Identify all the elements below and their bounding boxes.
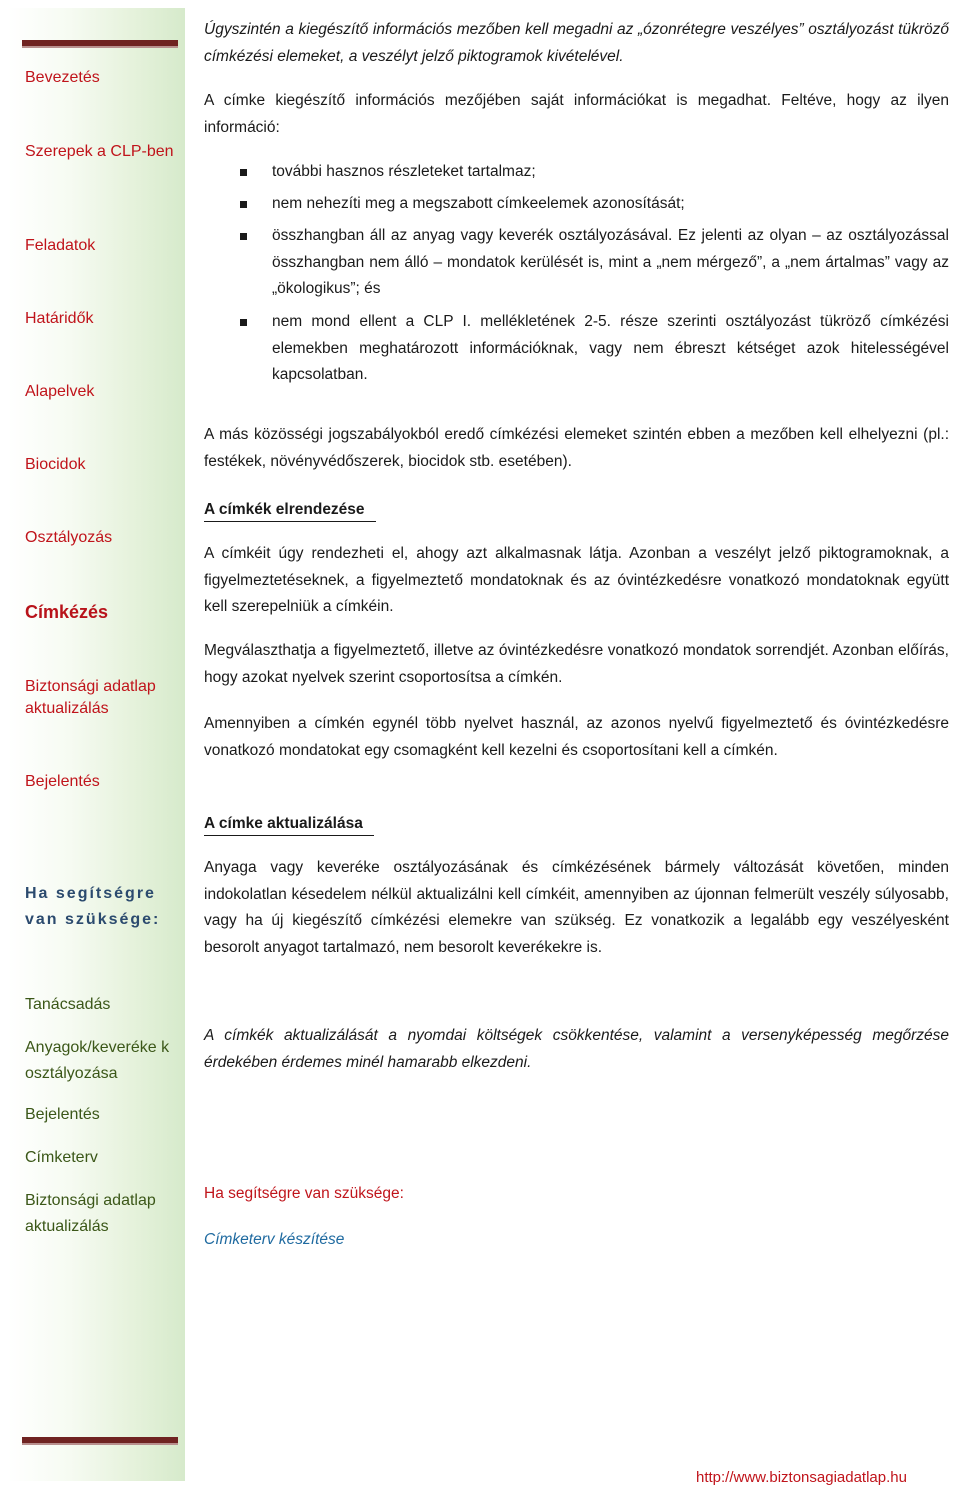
list-item-text: további hasznos részleteket tartalmaz; (272, 163, 536, 180)
help-text: Ha segítségre van szüksége: (204, 1185, 404, 1202)
help-osztalyozas[interactable]: Anyagok/keveréke k osztályozása (25, 1039, 170, 1082)
bullet-icon (240, 319, 247, 326)
paragraph-community-rules: A más közösségi jogszabályokból eredő címkézési elemeket szintén ebben a mezőben kell elhelyezni (pl.: festékek, növényvédőszerek, biocidok stb. esetében). (204, 426, 949, 470)
sidebar-bottom-divider (22, 1437, 178, 1445)
list-item-text: nem mond ellent a CLP I. mellékletének 2-5. része szerinti osztályozást tükröző címkézési elemekben meghatározott információknak, vagy nem ébreszt kétséget azok hitelességével kapcsolatban. (272, 313, 949, 383)
heading-underline (204, 835, 374, 836)
label-design-link[interactable]: Címketerv készítése (204, 1231, 345, 1248)
help-bejelentes[interactable]: Bejelentés (25, 1106, 100, 1123)
heading-layout: A címkék elrendezése (204, 501, 365, 518)
sidebar-top-divider (22, 40, 178, 48)
nav-bevezetes[interactable]: Bevezetés (25, 69, 100, 86)
help-biztonsagi-adatlap[interactable]: Biztonsági adatlap aktualizálás (25, 1192, 156, 1235)
nav-alapelvek[interactable]: Alapelvek (25, 383, 95, 400)
nav-bejelentes[interactable]: Bejelentés (25, 773, 100, 790)
help-tanacsadas[interactable]: Tanácsadás (25, 996, 111, 1013)
list-item-text: nem nehezíti meg a megszabott címkeelemek azonosítását; (272, 195, 685, 212)
heading-underline (204, 521, 376, 522)
paragraph-ozone: Úgyszintén a kiegészítő információs mezőben kell megadni az „ózonrétegre veszélyes” osztályozást tükröző címkézési elemeket, a veszélyt jelző piktogramok kivételével. (204, 21, 949, 65)
nav-szerepek[interactable]: Szerepek a CLP-ben (25, 143, 174, 160)
bullet-icon (240, 169, 247, 176)
paragraph-update: Anyaga vagy keveréke osztályozásának és címkézésének bármely változását követően, minden indokolatlan késedelem nélkül aktualizálni kell címkéit, amennyiben az újonnan felmerült veszély súlyosabb, vagy ha új kiegészítő címkézési elemekre van szükség. Ez vonatkozik a legalább egy veszélyesként besorolt anyagot tartalmazó, nem besorolt keverékekre is. (204, 859, 949, 956)
sidebar (8, 8, 185, 1481)
help-heading: Ha segítségre van szüksége: (25, 885, 161, 928)
nav-cimkezes-active[interactable]: Címkézés (25, 602, 109, 622)
list-item-text: összhangban áll az anyag vagy keverék osztályozásával. Ez jelenti az olyan – az osztályozással összhangban nem álló – mondatok kerülését is, mint a „nem mérgező”, a „nem ártalmas” vagy az „ökologikus”; és (272, 227, 949, 297)
help-cimketerv[interactable]: Címketerv (25, 1149, 98, 1166)
heading-update: A címke aktualizálása (204, 815, 363, 832)
nav-osztalyozas[interactable]: Osztályozás (25, 529, 113, 546)
nav-biocidok[interactable]: Biocidok (25, 456, 86, 473)
paragraph-arrangement: A címkéit úgy rendezheti el, ahogy azt alkalmasnak látja. Azonban a veszélyt jelző piktogramoknak, a figyelmeztetéseknek, a figyelmeztető mondatoknak és az óvintézkedésre vonatkozó mondatoknak együtt kell szerepelniük a címkéin. (204, 545, 949, 615)
paragraph-languages: Amennyiben a címkén egynél több nyelvet használ, az azonos nyelvű figyelmeztető és óvintézkedésre vonatkozó mondatokat egy csomagként kell kezelni és csoportosítani kell a címkén. (204, 715, 949, 759)
nav-feladatok[interactable]: Feladatok (25, 237, 96, 254)
nav-biztonsagi-adatlap[interactable]: Biztonsági adatlap aktualizálás (25, 678, 156, 717)
paragraph-order: Megválaszthatja a figyelmeztető, illetve az óvintézkedésre vonatkozó mondatok sorrendjét. Azonban előírás, hogy azokat nyelvek szerint csoportosítsa a címkén. (204, 642, 949, 686)
bullet-icon (240, 201, 247, 208)
footer-website-link[interactable]: http://www.biztonsagiadatlap.hu (696, 1469, 907, 1486)
bullet-icon (240, 233, 247, 240)
nav-hataridok[interactable]: Határidők (25, 310, 94, 327)
paragraph-recommendation: A címkék aktualizálását a nyomdai költségek csökkentése, valamint a versenyképesség megőrzése érdekében érdemes minél hamarabb elkezdeni. (204, 1027, 949, 1071)
paragraph-own-info: A címke kiegészítő információs mezőjében saját információkat is megadhat. Feltéve, hogy az ilyen információ: (204, 92, 949, 136)
